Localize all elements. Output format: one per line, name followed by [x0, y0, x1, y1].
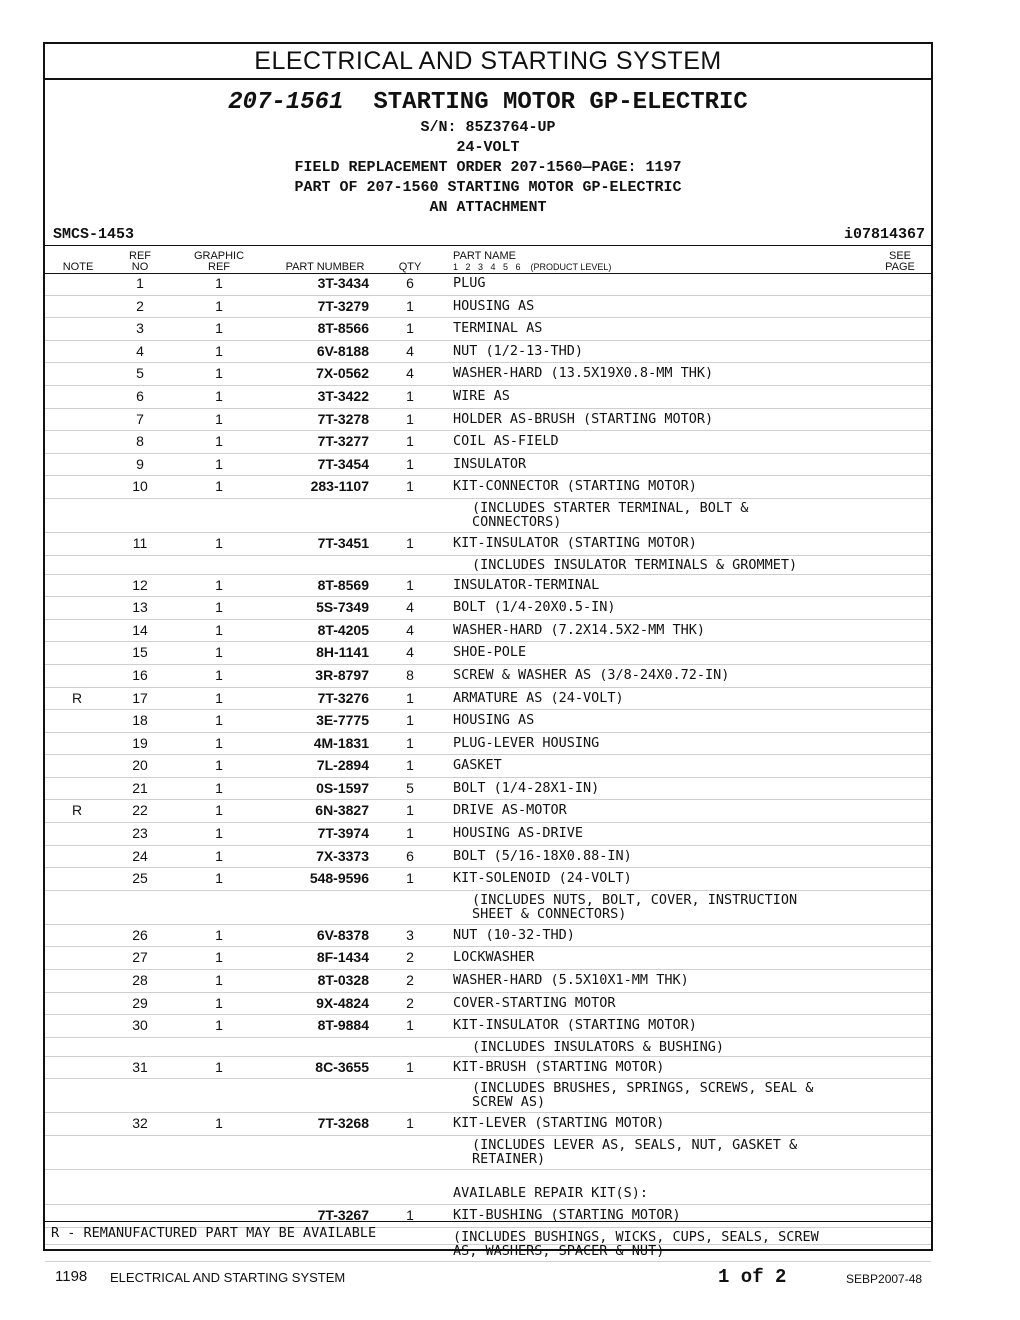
part-number: 6N-3827 — [315, 802, 369, 819]
graphic-ref: 1 — [215, 320, 223, 337]
quantity: 2 — [406, 949, 414, 966]
table-note-row — [45, 499, 931, 533]
group-name: STARTING MOTOR GP-ELECTRIC — [373, 89, 748, 116]
quantity: 1 — [406, 410, 414, 427]
quantity: 1 — [406, 478, 414, 495]
part-number: 7T-3267 — [317, 1207, 369, 1223]
part-number: 9X-4824 — [316, 994, 369, 1011]
quantity: 1 — [406, 455, 414, 472]
ref-number: 32 — [132, 1115, 148, 1132]
ref-number: 27 — [132, 949, 148, 966]
part-name-note: (INCLUDES STARTER TERMINAL, BOLT & CONNECTORS) — [472, 499, 749, 530]
part-number: 6V-8188 — [316, 342, 369, 359]
quantity: 1 — [406, 1207, 414, 1223]
part-number: 0S-1597 — [316, 779, 369, 796]
part-name: COIL AS-FIELD — [453, 433, 559, 450]
graphic-ref: 1 — [215, 825, 223, 842]
part-name: WIRE AS — [453, 387, 510, 404]
part-number: 3T-3434 — [317, 275, 369, 291]
ref-number: 28 — [132, 972, 148, 989]
part-number: 8T-8566 — [317, 320, 369, 337]
table-note-row — [45, 1170, 931, 1205]
remanufactured-footnote: R - REMANUFACTURED PART MAY BE AVAILABLE — [51, 1225, 377, 1241]
part-name: LOCKWASHER — [453, 949, 535, 966]
ref-number: 20 — [132, 757, 148, 774]
part-name: HOLDER AS-BRUSH (STARTING MOTOR) — [453, 410, 714, 427]
table-row — [45, 409, 931, 432]
graphic-ref: 1 — [215, 949, 223, 966]
part-number: 7T-3268 — [317, 1115, 369, 1132]
part-name: HOUSING AS — [453, 712, 535, 729]
part-number: 8T-9884 — [317, 1017, 369, 1034]
parts-list-frame — [43, 42, 933, 1259]
graphic-ref: 1 — [215, 802, 223, 819]
table-row — [45, 800, 931, 823]
table-row — [45, 846, 931, 869]
heading-line: AN ATTACHMENT — [429, 199, 547, 216]
table-row — [45, 1015, 931, 1038]
part-name-note: (INCLUDES BRUSHES, SPRINGS, SCREWS, SEAL & SCREW AS) — [472, 1080, 814, 1111]
quantity: 1 — [406, 387, 414, 404]
ref-number: 29 — [132, 994, 148, 1011]
ref-number: 8 — [136, 433, 144, 450]
quantity: 6 — [406, 847, 414, 864]
part-name: HOUSING AS — [453, 297, 535, 314]
part-name: HOUSING AS-DRIVE — [453, 825, 584, 842]
ref-number: 30 — [132, 1017, 148, 1034]
part-name: GASKET — [453, 757, 502, 774]
table-note-row — [45, 1079, 931, 1113]
part-name-note: (INCLUDES BUSHINGS, WICKS, CUPS, SEALS, SCREW AS, WASHERS, SPACER & NUT) — [453, 1228, 819, 1259]
part-number: 8H-1141 — [316, 644, 369, 661]
table-note-row — [45, 891, 931, 925]
graphic-ref: 1 — [215, 972, 223, 989]
part-name: ARMATURE AS (24-VOLT) — [453, 689, 624, 706]
part-name-note: (INCLUDES NUTS, BOLT, COVER, INSTRUCTION SHEET & CONNECTORS) — [472, 891, 798, 922]
footnote-rule — [45, 1221, 931, 1222]
table-row — [45, 755, 931, 778]
parts-table — [45, 273, 931, 1262]
graphic-ref: 1 — [215, 994, 223, 1011]
heading-line: PART OF 207-1560 STARTING MOTOR GP-ELECTRIC — [294, 179, 682, 196]
graphic-ref: 1 — [215, 689, 223, 706]
part-number: 3T-3422 — [317, 387, 369, 404]
ref-number: 5 — [136, 365, 144, 382]
col-part-number: PART NUMBER — [285, 261, 365, 273]
part-name: INSULATOR — [453, 455, 527, 472]
part-name: KIT-INSULATOR (STARTING MOTOR) — [453, 534, 697, 551]
ref-number: 31 — [132, 1058, 148, 1075]
document-code: SEBP2007-48 — [846, 1272, 923, 1286]
part-number: 8T-8569 — [317, 576, 369, 593]
part-number: 7T-3974 — [317, 825, 369, 842]
table-row — [45, 1113, 931, 1136]
note-cell: R — [71, 689, 83, 706]
table-row — [45, 642, 931, 665]
part-name: NUT (10-32-THD) — [453, 926, 575, 943]
part-number: 8T-4205 — [317, 621, 369, 638]
table-row — [45, 970, 931, 993]
table-row — [45, 823, 931, 846]
heading-line: S/N: 85Z3764-UP — [420, 119, 556, 136]
part-number: 7X-3373 — [316, 847, 369, 864]
graphic-ref: 1 — [215, 297, 223, 314]
part-number: 7T-3279 — [317, 297, 369, 314]
table-row — [45, 947, 931, 970]
part-number: 3E-7775 — [316, 712, 369, 729]
table-row — [45, 665, 931, 688]
ref-number: 13 — [132, 599, 148, 616]
page-number: 1198 — [55, 1268, 88, 1285]
ref-number: 15 — [132, 644, 148, 661]
table-row — [45, 868, 931, 891]
table-row — [45, 1057, 931, 1080]
part-name: PLUG — [453, 275, 486, 291]
table-row — [45, 341, 931, 364]
part-number: 6V-8378 — [316, 926, 369, 943]
table-note-row — [45, 1136, 931, 1170]
quantity: 4 — [406, 599, 414, 616]
part-number: 283-1107 — [310, 478, 369, 495]
table-row — [45, 597, 931, 620]
quantity: 1 — [406, 870, 414, 887]
graphic-ref: 1 — [215, 455, 223, 472]
ref-number: 14 — [132, 621, 148, 638]
col-part-name: PART NAME — [453, 250, 516, 262]
ref-number: 23 — [132, 825, 148, 842]
quantity: 6 — [406, 275, 414, 291]
quantity: 4 — [406, 342, 414, 359]
col-see-bottom: PAGE — [885, 261, 915, 273]
part-name: KIT-CONNECTOR (STARTING MOTOR) — [453, 478, 697, 495]
ref-number: 10 — [132, 478, 148, 495]
col-graphic-top: GRAPHIC — [193, 250, 245, 262]
quantity: 1 — [406, 1115, 414, 1132]
ref-number: 24 — [132, 847, 148, 864]
part-number: 7T-3278 — [317, 410, 369, 427]
part-number: 7X-0562 — [316, 365, 369, 382]
part-name: BOLT (5/16-18X0.88-IN) — [453, 847, 632, 864]
graphic-ref: 1 — [215, 870, 223, 887]
graphic-ref: 1 — [215, 644, 223, 661]
quantity: 1 — [406, 534, 414, 551]
part-name-note: (INCLUDES LEVER AS, SEALS, NUT, GASKET & RETAINER) — [472, 1137, 798, 1167]
table-row — [45, 575, 931, 598]
part-name: PLUG-LEVER HOUSING — [453, 734, 600, 751]
part-name-note: AVAILABLE REPAIR KIT(S): — [453, 1185, 649, 1201]
col-qty: QTY — [398, 261, 422, 273]
part-number: 7T-3276 — [317, 689, 369, 706]
graphic-ref: 1 — [215, 847, 223, 864]
graphic-ref: 1 — [215, 365, 223, 382]
ref-number: 1 — [136, 275, 144, 291]
table-row — [45, 733, 931, 756]
part-number: 7T-3451 — [317, 534, 369, 551]
part-name: BOLT (1/4-20X0.5-IN) — [453, 599, 616, 616]
part-name: WASHER-HARD (5.5X10X1-MM THK) — [453, 972, 689, 989]
ref-number: 7 — [136, 410, 144, 427]
part-name: NUT (1/2-13-THD) — [453, 342, 584, 359]
part-number: 548-9596 — [309, 870, 369, 887]
quantity: 1 — [406, 757, 414, 774]
part-name: KIT-LEVER (STARTING MOTOR) — [453, 1115, 665, 1132]
quantity: 1 — [406, 1058, 414, 1075]
table-note-row — [45, 1038, 931, 1057]
part-name: COVER-STARTING MOTOR — [453, 994, 616, 1011]
graphic-ref: 1 — [215, 387, 223, 404]
quantity: 2 — [406, 972, 414, 989]
ref-number: 3 — [136, 320, 144, 337]
footer-section: ELECTRICAL AND STARTING SYSTEM — [110, 1270, 346, 1285]
graphic-ref: 1 — [215, 757, 223, 774]
table-row — [45, 476, 931, 499]
quantity: 4 — [406, 644, 414, 661]
table-row — [45, 431, 931, 454]
header-top-rule — [45, 245, 931, 246]
part-name: KIT-BUSHING (STARTING MOTOR) — [453, 1207, 681, 1223]
part-number: 7T-3454 — [317, 455, 369, 472]
col-see-top: SEE — [888, 250, 911, 262]
graphic-ref: 1 — [215, 666, 223, 683]
ref-number: 26 — [132, 926, 148, 943]
ref-number: 12 — [132, 576, 148, 593]
table-row — [45, 710, 931, 733]
col-ref-top: REF — [129, 250, 151, 262]
graphic-ref: 1 — [215, 621, 223, 638]
part-name-note: (INCLUDES INSULATOR TERMINALS & GROMMET) — [472, 556, 798, 573]
ref-number: 2 — [136, 297, 144, 314]
quantity: 3 — [406, 926, 414, 943]
part-name: KIT-SOLENOID (24-VOLT) — [453, 870, 632, 887]
note-cell: R — [71, 802, 83, 819]
quantity: 1 — [406, 802, 414, 819]
heading-line: 24-VOLT — [456, 139, 520, 156]
graphic-ref: 1 — [215, 342, 223, 359]
ref-number: 17 — [132, 689, 148, 706]
quantity: 1 — [406, 433, 414, 450]
table-row — [45, 454, 931, 477]
part-number: 8T-0328 — [317, 972, 369, 989]
ref-number: 19 — [132, 734, 148, 751]
graphic-ref: 1 — [215, 433, 223, 450]
table-row — [45, 363, 931, 386]
ref-number: 9 — [136, 455, 144, 472]
table-row — [45, 925, 931, 948]
part-number: 8F-1434 — [316, 949, 369, 966]
sheet-indicator: 1 of 2 — [718, 1266, 787, 1288]
graphic-ref: 1 — [215, 275, 223, 291]
quantity: 4 — [406, 621, 414, 638]
quantity: 2 — [406, 994, 414, 1011]
smcs-code: SMCS-1453 — [53, 226, 135, 243]
graphic-ref: 1 — [215, 599, 223, 616]
graphic-ref: 1 — [215, 410, 223, 427]
part-name: WASHER-HARD (13.5X19X0.8-MM THK) — [453, 365, 714, 382]
table-note-row — [45, 556, 931, 575]
part-name: SCREW & WASHER AS (3/8-24X0.72-IN) — [453, 666, 730, 683]
quantity: 1 — [406, 297, 414, 314]
part-number: 8C-3655 — [315, 1058, 369, 1075]
quantity: 1 — [406, 689, 414, 706]
quantity: 4 — [406, 365, 414, 382]
part-name: TERMINAL AS — [453, 320, 543, 337]
table-row — [45, 778, 931, 801]
table-row — [45, 386, 931, 409]
part-name: KIT-BRUSH (STARTING MOTOR) — [453, 1058, 665, 1075]
quantity: 1 — [406, 576, 414, 593]
group-number: 207-1561 — [228, 89, 344, 116]
part-name: SHOE-POLE — [453, 644, 527, 661]
graphic-ref: 1 — [215, 1115, 223, 1132]
table-row — [45, 318, 931, 341]
table-row — [45, 688, 931, 711]
graphic-ref: 1 — [215, 926, 223, 943]
part-name: INSULATOR-TERMINAL — [453, 576, 600, 593]
quantity: 5 — [406, 779, 414, 796]
quantity: 1 — [406, 320, 414, 337]
quantity: 1 — [406, 1017, 414, 1034]
graphic-ref: 1 — [215, 1058, 223, 1075]
illustration-id: i07814367 — [843, 226, 925, 243]
part-name: WASHER-HARD (7.2X14.5X2-MM THK) — [453, 621, 705, 638]
col-product-level: 1 2 3 4 5 6 (PRODUCT LEVEL) — [453, 262, 612, 272]
part-number: 7L-2894 — [316, 757, 369, 774]
table-row — [45, 273, 931, 296]
part-number: 3R-8797 — [315, 666, 369, 683]
quantity: 1 — [406, 734, 414, 751]
part-number: 4M-1831 — [313, 734, 369, 751]
ref-number: 18 — [132, 712, 148, 729]
quantity: 1 — [406, 712, 414, 729]
graphic-ref: 1 — [215, 712, 223, 729]
part-name: KIT-INSULATOR (STARTING MOTOR) — [453, 1017, 697, 1034]
quantity: 8 — [406, 666, 414, 683]
table-row — [45, 993, 931, 1016]
graphic-ref: 1 — [215, 734, 223, 751]
ref-number: 4 — [136, 342, 144, 359]
col-ref-bottom: NO — [131, 261, 149, 273]
col-graphic-bottom: REF — [208, 261, 230, 273]
table-row — [45, 533, 931, 556]
heading-line: FIELD REPLACEMENT ORDER 207-1560—PAGE: 1197 — [294, 159, 682, 176]
ref-number: 16 — [132, 666, 148, 683]
part-number: 5S-7349 — [316, 599, 369, 616]
footnote-bottom-rule — [45, 1244, 931, 1245]
group-heading — [45, 88, 931, 218]
part-number: 7T-3277 — [317, 433, 369, 450]
ref-number: 6 — [136, 387, 144, 404]
ref-number: 25 — [132, 870, 148, 887]
ref-number: 11 — [132, 534, 148, 551]
graphic-ref: 1 — [215, 1017, 223, 1034]
ref-number: 21 — [132, 779, 148, 796]
part-name: DRIVE AS-MOTOR — [453, 802, 567, 819]
col-note: NOTE — [62, 261, 94, 273]
graphic-ref: 1 — [215, 779, 223, 796]
part-name-note: (INCLUDES INSULATORS & BUSHING) — [472, 1038, 724, 1055]
graphic-ref: 1 — [215, 576, 223, 593]
table-row — [45, 296, 931, 319]
part-name: BOLT (1/4-28X1-IN) — [453, 779, 600, 796]
graphic-ref: 1 — [215, 478, 223, 495]
quantity: 1 — [406, 825, 414, 842]
ref-number: 22 — [132, 802, 148, 819]
graphic-ref: 1 — [215, 534, 223, 551]
table-row — [45, 620, 931, 643]
section-title: ELECTRICAL AND STARTING SYSTEM — [45, 44, 931, 80]
